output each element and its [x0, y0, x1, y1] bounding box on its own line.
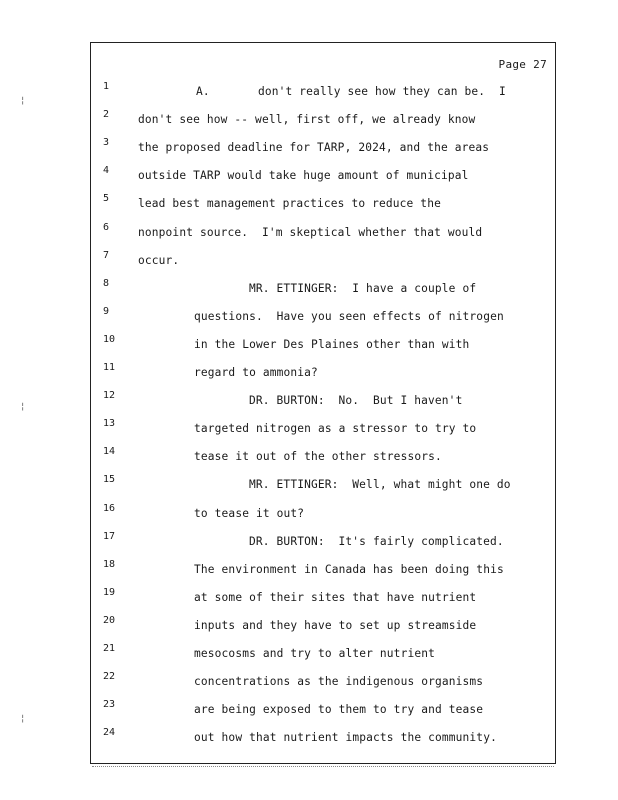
line-text: nonpoint source. I'm skeptical whether that would: [138, 225, 483, 239]
line-number: 8: [103, 277, 110, 289]
transcript-line: [91, 221, 555, 254]
line-number: 11: [103, 362, 116, 373]
page-number: Page 27: [498, 58, 547, 71]
line-number: 20: [103, 614, 116, 626]
transcript-line: [91, 390, 555, 422]
line-number: 6: [103, 221, 110, 233]
line-text: A. don't really see how they can be. I: [196, 85, 506, 98]
transcript-line: [91, 558, 555, 591]
margin-mark: ¦: [20, 714, 26, 724]
transcript-line: [91, 671, 555, 703]
transcript-line: [91, 249, 555, 282]
transcript-line: [91, 81, 555, 113]
transcript-line: [91, 418, 555, 450]
bottom-edge: [92, 766, 554, 769]
line-text: The environment in Canada has been doing this: [194, 562, 504, 576]
line-text: concentrations as the indigenous organisms: [194, 675, 484, 689]
line-text: to tease it out?: [194, 506, 305, 520]
line-text: questions. Have you seen effects of nitrogen: [194, 309, 504, 323]
transcript-line: [91, 502, 555, 535]
transcript-line: [91, 530, 555, 563]
line-number: 14: [103, 446, 116, 458]
line-text: DR. BURTON: It's fairly complicated.: [249, 534, 504, 548]
line-text: lead best management practices to reduce the: [138, 197, 441, 211]
transcript-line: [91, 614, 555, 647]
transcript-line: [91, 165, 555, 197]
line-text: the proposed deadline for TARP, 2024, and the areas: [138, 141, 490, 155]
transcript-line: [91, 474, 555, 506]
line-text: at some of their sites that have nutrient: [194, 590, 477, 604]
line-number: 10: [103, 333, 116, 345]
line-text: inputs and they have to set up streamside: [194, 618, 477, 632]
line-text: outside TARP would take huge amount of municipal: [138, 169, 469, 183]
transcript-page: [90, 42, 556, 764]
transcript-line: [91, 305, 555, 338]
line-number: 15: [103, 474, 116, 486]
transcript-line: [91, 643, 555, 675]
transcript-line: [91, 586, 555, 619]
line-number: 22: [103, 671, 116, 683]
line-number: 5: [103, 193, 110, 205]
line-text: out how that nutrient impacts the community.: [194, 731, 497, 745]
transcript-line: [91, 727, 555, 759]
transcript-line: [91, 137, 555, 169]
transcript-line: [91, 277, 555, 310]
line-number: 16: [103, 502, 116, 514]
line-number: 4: [103, 165, 110, 177]
line-number: 13: [103, 418, 116, 430]
margin-mark: ¦: [20, 402, 26, 412]
line-number: 12: [103, 390, 116, 402]
line-text: MR. ETTINGER: I have a couple of: [249, 281, 477, 295]
line-number: 2: [103, 109, 110, 121]
transcript-line: [91, 333, 555, 366]
transcript-line: [91, 362, 555, 394]
line-number: 9: [103, 305, 110, 317]
line-number: 21: [103, 643, 116, 654]
line-number: 18: [103, 558, 116, 570]
transcript-line: [91, 193, 555, 225]
line-text: in the Lower Des Plaines other than with: [194, 337, 470, 351]
line-number: 3: [103, 137, 110, 149]
transcript-line: [91, 109, 555, 141]
transcript-line: [91, 699, 555, 731]
line-text: regard to ammonia?: [194, 366, 318, 379]
line-text: don't see how -- well, first off, we already know: [138, 113, 476, 127]
line-number: 7: [103, 249, 110, 261]
line-text: occur.: [138, 253, 180, 267]
line-text: are being exposed to them to try and tease: [194, 703, 484, 717]
line-number: 19: [103, 586, 116, 598]
line-text: MR. ETTINGER: Well, what might one do: [249, 478, 511, 492]
line-number: 17: [103, 530, 116, 542]
line-number: 23: [103, 699, 116, 711]
line-text: targeted nitrogen as a stressor to try to: [194, 422, 477, 436]
line-number: 1: [103, 81, 110, 92]
line-text: tease it out of the other stressors.: [194, 450, 442, 464]
transcript-line: [91, 446, 555, 478]
line-number: 24: [103, 727, 116, 739]
line-text: DR. BURTON: No. But I haven't: [249, 394, 463, 408]
margin-mark: ¦: [20, 96, 26, 106]
line-text: mesocosms and try to alter nutrient: [194, 647, 435, 660]
